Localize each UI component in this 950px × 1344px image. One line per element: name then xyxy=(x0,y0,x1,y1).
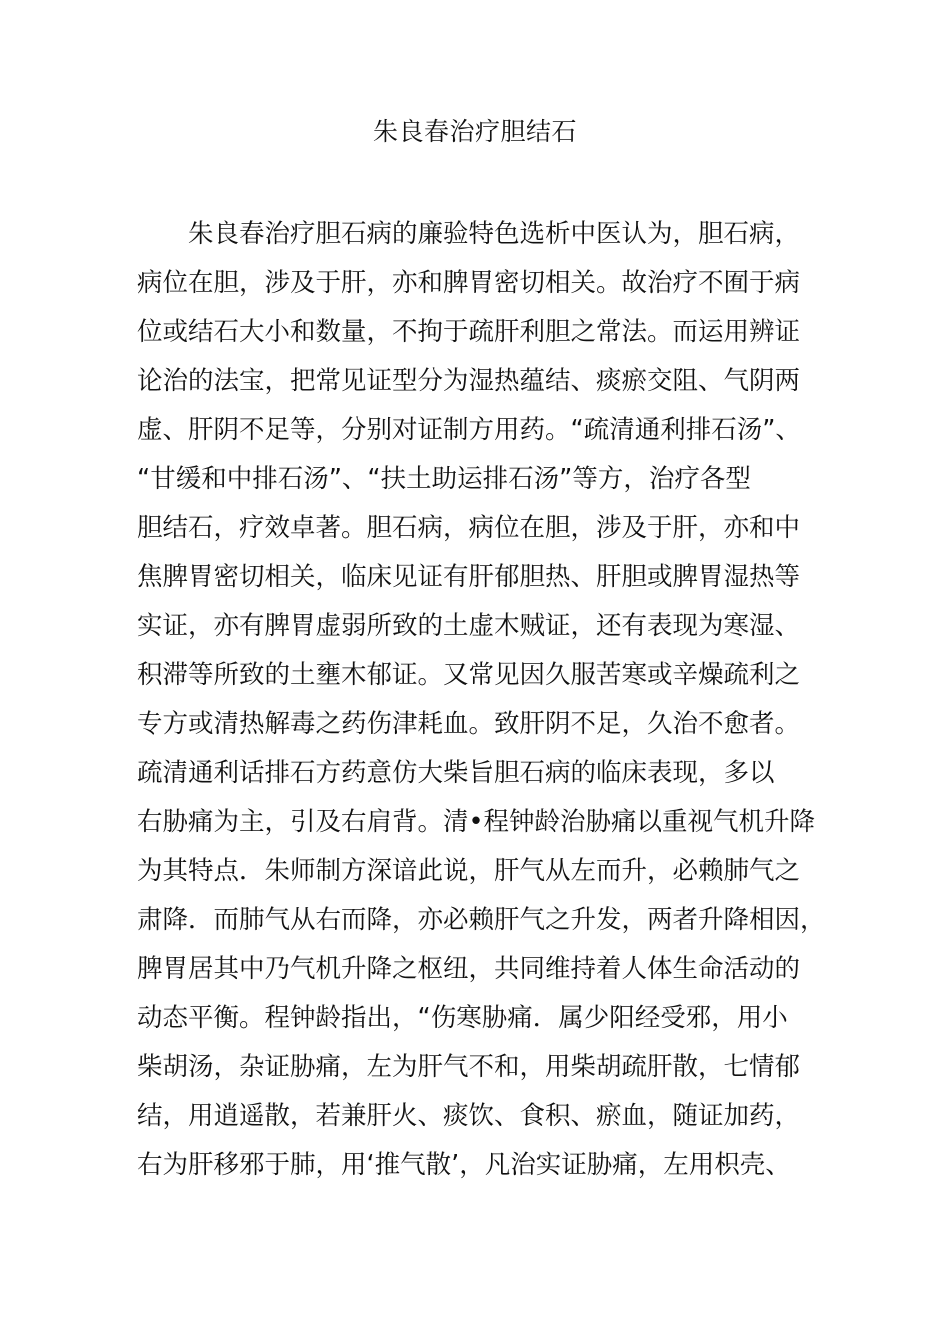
text-line: 右为肝移邪于肺，用‘推气散’，凡治实证胁痛，左用枳壳、 xyxy=(137,1150,791,1180)
text-line: 肃降．而肺气从右而降，亦必赖肝气之升发，两者升降相因， xyxy=(137,905,826,935)
text-line: 论治的法宝，把常见证型分为湿热蕴结、痰瘀交阻、气阴两 xyxy=(137,366,801,396)
text-line: 病位在胆，涉及于肝，亦和脾胃密切相关。故治疗不囿于病 xyxy=(137,268,801,298)
text-line: 疏清通利话排石方药意仿大柴旨胆石病的临床表现，多以 xyxy=(137,758,775,788)
text-line: 柴胡汤，杂证胁痛，左为肝气不和，用柴胡疏肝散，七情郁 xyxy=(137,1052,801,1082)
text-line: 右胁痛为主，引及右肩背。清•程钟龄治胁痛以重视气机升降 xyxy=(137,807,816,837)
text-line: 专方或清热解毒之药伤津耗血。致肝阴不足，久治不愈者。 xyxy=(137,709,801,739)
text-line: 朱良春治疗胆石病的廉验特色选析中医认为，胆石病， xyxy=(137,219,801,249)
text-line: 动态平衡。程钟龄指出，“伤寒胁痛．属少阳经受邪，用小 xyxy=(137,1003,788,1033)
text-line: 位或结石大小和数量，不拘于疏肝利胆之常法。而运用辨证 xyxy=(137,317,801,347)
text-line: 积滞等所致的土壅木郁证。又常见因久服苦寒或辛燥疏利之 xyxy=(137,660,801,690)
text-line: 虚、肝阴不足等，分别对证制方用药。“疏清通利排石汤”、 xyxy=(137,415,801,445)
text-line: 胆结石，疗效卓著。胆石病，病位在胆，涉及于肝，亦和中 xyxy=(137,513,801,543)
document-title: 朱良春治疗胆结石 xyxy=(372,117,577,146)
text-line: 实证，亦有脾胃虚弱所致的土虚木贼证，还有表现为寒湿、 xyxy=(137,611,801,641)
text-line: 焦脾胃密切相关，临床见证有肝郁胆热、肝胆或脾胃湿热等 xyxy=(137,562,801,592)
text-line: “甘缓和中排石汤”、“扶土助运排石汤”等方，治疗各型 xyxy=(137,464,751,494)
text-line: 结，用逍遥散，若兼肝火、痰饮、食积、瘀血，随证加药， xyxy=(137,1101,801,1131)
document-body xyxy=(137,210,826,1190)
text-line: 为其特点．朱师制方深谙此说，肝气从左而升，必赖肺气之 xyxy=(137,856,801,886)
text-line: 脾胃居其中乃气机升降之枢纽，共同维持着人体生命活动的 xyxy=(137,954,801,984)
